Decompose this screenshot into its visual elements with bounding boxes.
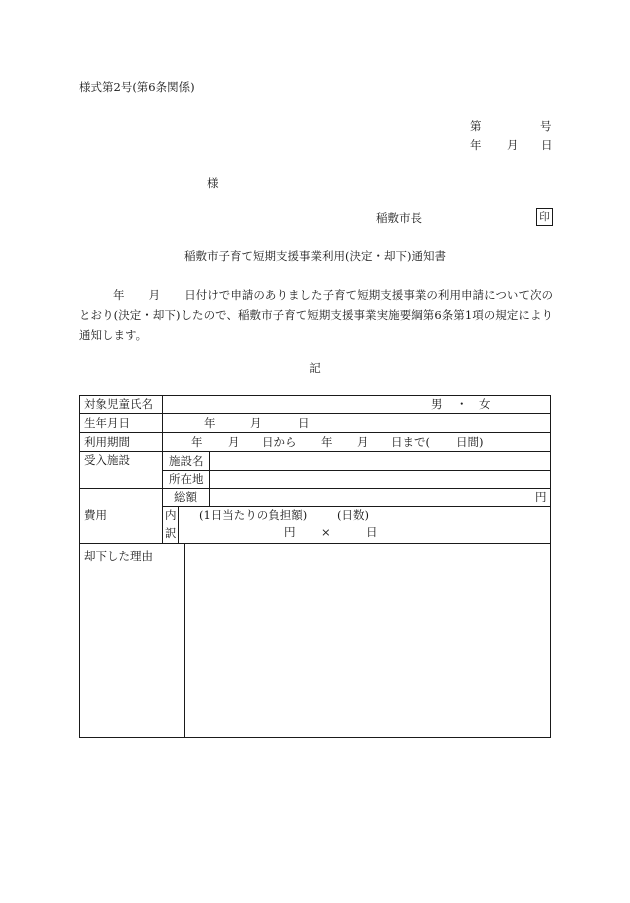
period-days: 日間) — [456, 435, 484, 449]
child-name-label: 対象児童氏名 — [84, 397, 153, 411]
multiply-sign: × — [321, 525, 331, 539]
issue-date-day: 日 — [541, 138, 553, 152]
issuer-name: 稲敷市長 — [376, 211, 422, 225]
issue-number-suffix: 号 — [540, 119, 552, 133]
period-start-month: 月 — [228, 435, 240, 449]
body-paragraph — [79, 285, 553, 345]
period-end-month: 月 — [357, 435, 369, 449]
body-text: 日付けで申請のありました子育て短期支援事業の利用申請について次のとおり(決定・却下)したので、稲敷市子育て短期支援事業実施要綱第6条第1項の規定により通知します。 — [79, 288, 554, 342]
total-label: 総額 — [174, 490, 197, 504]
issue-number-label: 第 — [470, 119, 482, 133]
body-month: 月 — [148, 288, 161, 302]
rejection-reason-label: 却下した理由 — [84, 549, 153, 563]
period-end-year: 年 — [321, 435, 333, 449]
period-from: 日から — [262, 435, 297, 449]
breakdown-char-1: 内 — [165, 508, 177, 522]
birth-day: 日 — [298, 416, 310, 430]
period-until: 日まで( — [391, 435, 430, 449]
breakdown-yen: 円 — [284, 525, 296, 539]
cost-label: 費用 — [84, 508, 107, 522]
breakdown-day: 日 — [366, 525, 378, 539]
facility-label: 受入施設 — [84, 453, 130, 467]
birthdate-label: 生年月日 — [84, 416, 130, 430]
birth-year: 年 — [204, 416, 216, 430]
period-start-year: 年 — [191, 435, 203, 449]
birth-month: 月 — [250, 416, 262, 430]
addressee-suffix: 様 — [207, 176, 219, 190]
days-label: (日数) — [337, 508, 369, 522]
issue-date-year: 年 — [470, 138, 482, 152]
gender-female: 女 — [479, 397, 491, 411]
gender-male: 男 — [431, 397, 443, 411]
facility-address-label: 所在地 — [169, 472, 204, 486]
details-table — [79, 395, 551, 738]
issue-date-month: 月 — [507, 138, 519, 152]
seal-box: 印 — [536, 208, 553, 226]
facility-name-label: 施設名 — [169, 454, 204, 468]
document-title: 稲敷市子育て短期支援事業利用(決定・却下)通知書 — [184, 249, 446, 263]
daily-burden-label: (1日当たりの負担額) — [199, 508, 308, 522]
period-label: 利用期間 — [84, 435, 130, 449]
form-number: 様式第2号(第6条関係) — [79, 80, 195, 94]
gender-separator: ・ — [456, 397, 468, 411]
ki-marker: 記 — [309, 361, 321, 375]
breakdown-char-2: 訳 — [165, 526, 177, 540]
total-yen: 円 — [535, 490, 547, 504]
body-year: 年 — [113, 288, 125, 302]
